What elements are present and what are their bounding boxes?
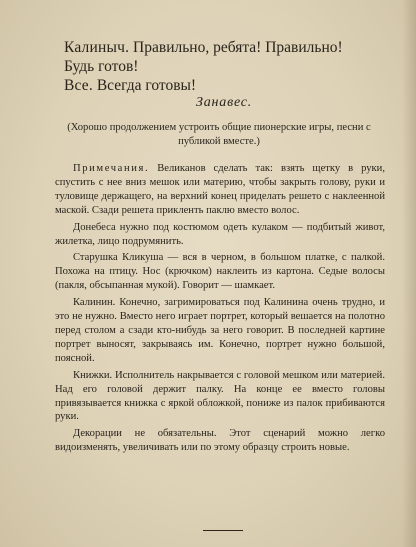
dialogue-line-be-ready: Будь готов! — [64, 58, 139, 75]
page-edge-shadow — [402, 0, 416, 547]
note-paragraph-giants — [55, 162, 385, 218]
note-text-giants: Великанов сделать так: взять щетку в руки, спустить с нее вниз мешок или материю, чтобы закрыть голову, руки и туловище держащего, на верхний конец приделать решето с наклеенной маской. Сзади решета прикленть паклю вместо волос. — [55, 163, 385, 216]
note-paragraph-donebesa: Донебеса нужно под костюмом одеть кулаком — подбитый живот, жилетка, лицо подрумянить. — [55, 221, 385, 247]
notes-label: Примечания. — [73, 163, 150, 174]
dialogue-line-kalinych — [64, 38, 414, 57]
note-paragraph-kalinin: Калинин. Конечно, загримироваться под Калинина очень трудно, и это не нужно. Вместо него играет портрет, который вешается на полотно перед столом а сзади кто-нибудь за него говорит. В последней картине портрет выносят, закрываясь им. Конечно, портрет нужно большой, поясной. — [55, 297, 385, 364]
speaker-kalinych: Калиныч. — [64, 39, 130, 56]
stage-direction: (Хорошо продолжением устроить общие пионерские игры, песни с публикой вместе.) — [67, 122, 371, 147]
speaker-all: Все. — [64, 77, 93, 94]
note-paragraph-klikusha: Старушка Кликуша — вся в черном, в большом платке, с палкой. Похожа на птицу. Нос (крючком) наклеить из картона. Седые волосы (пакля, обсыпанная мукой). Говорит — шамкает. — [55, 252, 385, 292]
curtain-heading: Занавес. — [196, 95, 253, 110]
note-paragraph-books: Книжки. Исполнитель накрывается с головой мешком или материей. Над его головой держит палку. На конце ее вместо головы привязывается книжка с яркой обложкой, пониже из палок прибиваются руки. — [55, 369, 385, 423]
end-divider — [203, 530, 243, 531]
closing-dialogue — [64, 38, 414, 95]
note-paragraph-decorations: Декорации не обязательны. Этот сценарий можно легко видоизменять, увеличивать или по этому образцу строить новые. — [55, 428, 385, 454]
notes-section — [55, 162, 385, 458]
speech-kalinych: Правильно, ребята! Правильно! — [133, 39, 343, 56]
dialogue-line-all — [64, 76, 414, 95]
speech-all: Всегда готовы! — [96, 77, 197, 94]
